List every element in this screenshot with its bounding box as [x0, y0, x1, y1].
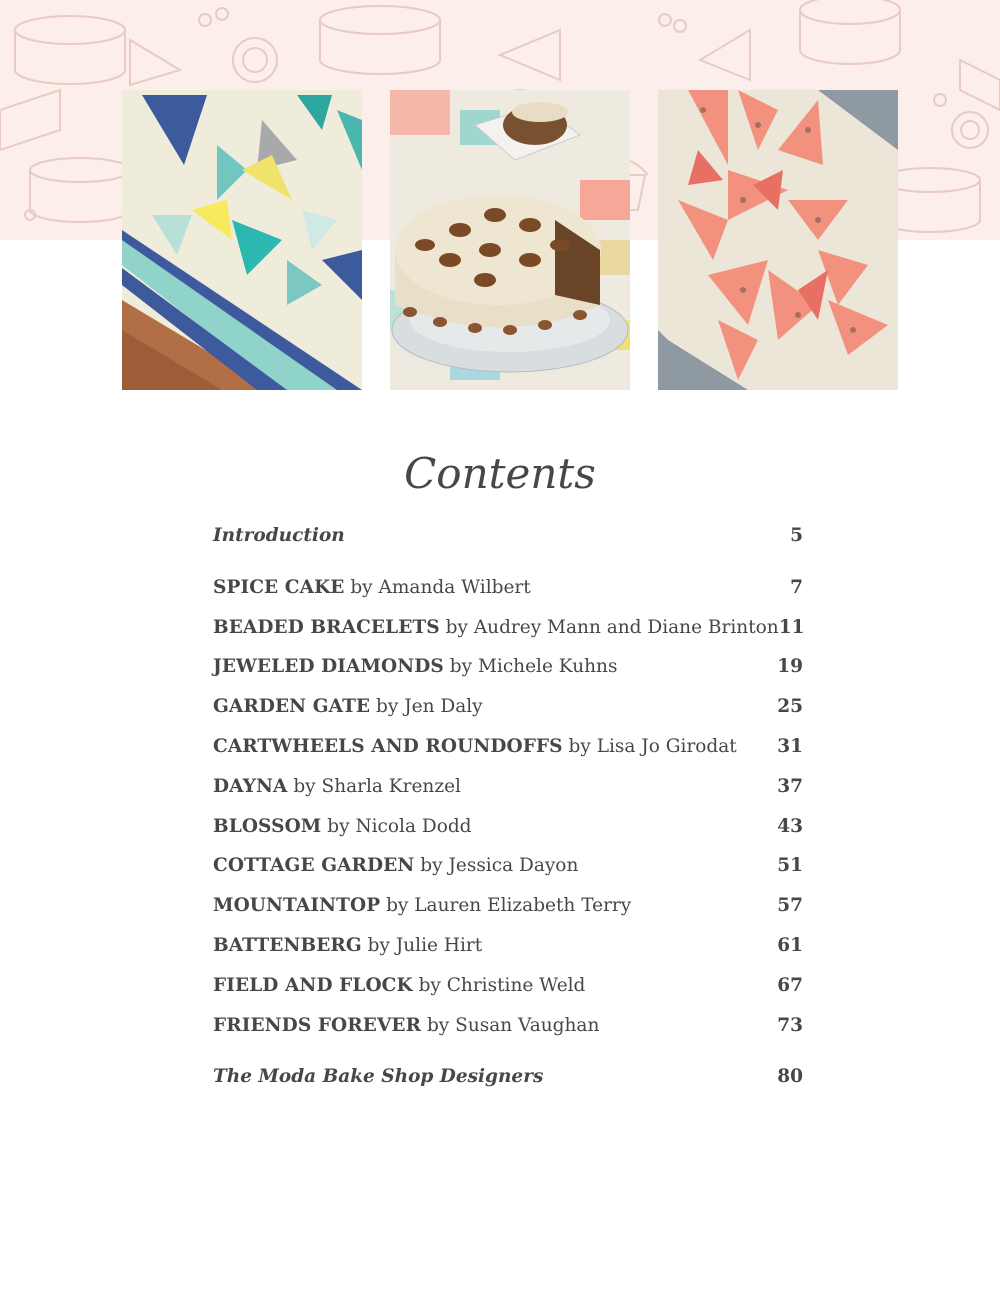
toc-label: The Moda Bake Shop Designers: [213, 1066, 544, 1088]
coral-star-quilt-photo: [658, 90, 898, 390]
toc-author: by Amanda Wilbert: [350, 576, 531, 598]
toc-row[interactable]: [213, 769, 803, 809]
toc-author: by Michele Kuhns: [449, 656, 618, 678]
toc-author: by Lauren Elizabeth Terry: [386, 895, 632, 917]
toc-row-introduction[interactable]: [213, 518, 803, 558]
toc-page: 7: [790, 576, 803, 598]
toc-page: 19: [777, 656, 803, 678]
toc-row[interactable]: [213, 928, 803, 968]
pecan-cake-photo: [390, 90, 630, 390]
toc-title: FRIENDS FOREVER: [213, 1014, 422, 1036]
toc-title: COTTAGE GARDEN: [213, 855, 415, 877]
toc-title: BEADED BRACELETS: [213, 616, 440, 638]
cake-icon: [30, 158, 130, 222]
toc-page: 11: [778, 616, 805, 638]
toc-author: by Jen Daly: [376, 696, 483, 718]
toc-title: FIELD AND FLOCK: [213, 974, 413, 996]
toc-row[interactable]: [213, 649, 803, 689]
cake-icon: [800, 0, 900, 64]
table-of-contents: [213, 518, 803, 1099]
toc-page: 43: [777, 815, 803, 837]
toc-page: 31: [777, 735, 803, 757]
toc-page: 80: [777, 1066, 803, 1088]
toc-title: CARTWHEELS AND ROUNDOFFS: [213, 735, 563, 757]
cake-icon: [320, 6, 440, 74]
toc-row[interactable]: [213, 809, 803, 849]
toc-page: 57: [777, 895, 803, 917]
teal-quilt-photo: [122, 90, 362, 390]
toc-author: by Nicola Dodd: [327, 815, 472, 837]
toc-title: MOUNTAINTOP: [213, 895, 381, 917]
toc-author: by Sharla Krenzel: [293, 775, 461, 797]
toc-page: 73: [777, 1014, 803, 1036]
toc-row[interactable]: [213, 610, 803, 650]
toc-row[interactable]: [213, 729, 803, 769]
toc-title: BATTENBERG: [213, 934, 362, 956]
toc-title: JEWELED DIAMONDS: [213, 656, 444, 678]
toc-author: by Lisa Jo Girodat: [568, 735, 737, 757]
toc-title: GARDEN GATE: [213, 696, 371, 718]
toc-page: 25: [777, 696, 803, 718]
toc-row-designers[interactable]: [213, 1059, 803, 1099]
toc-page: 67: [777, 974, 803, 996]
toc-title: DAYNA: [213, 775, 288, 797]
toc-title: BLOSSOM: [213, 815, 322, 837]
contents-heading: [0, 438, 1000, 508]
toc-row[interactable]: [213, 1008, 803, 1048]
toc-author: by Audrey Mann and Diane Brinton: [445, 616, 779, 638]
toc-page: 37: [777, 775, 803, 797]
toc-page: 51: [777, 855, 803, 877]
toc-author: by Julie Hirt: [367, 934, 483, 956]
toc-title: SPICE CAKE: [213, 576, 345, 598]
page-title: Contents: [404, 449, 596, 498]
toc-row[interactable]: [213, 888, 803, 928]
cake-icon: [15, 16, 125, 84]
toc-author: by Susan Vaughan: [426, 1014, 600, 1036]
toc-row[interactable]: [213, 570, 803, 610]
toc-row[interactable]: [213, 848, 803, 888]
toc-label: Introduction: [213, 525, 345, 546]
toc-author: by Christine Weld: [418, 974, 586, 996]
toc-row[interactable]: [213, 689, 803, 729]
toc-page: 61: [777, 934, 803, 956]
toc-author: by Jessica Dayon: [420, 855, 579, 877]
toc-row[interactable]: [213, 968, 803, 1008]
toc-page: 5: [790, 525, 803, 546]
